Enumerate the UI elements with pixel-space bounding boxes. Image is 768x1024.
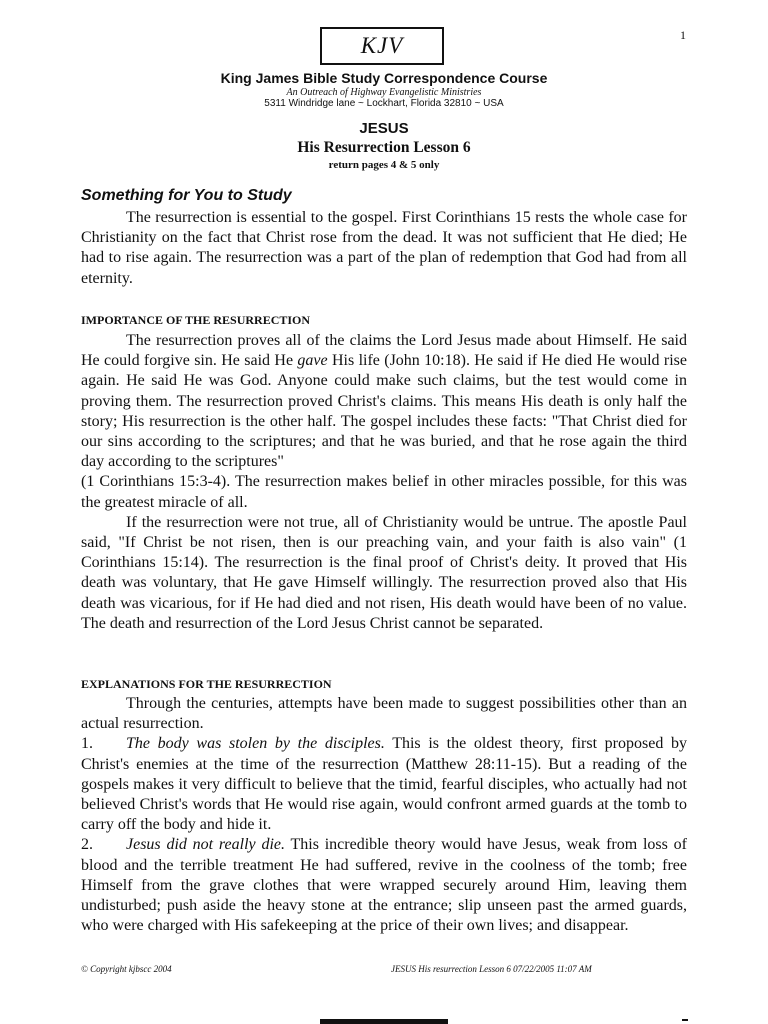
copyright-text: Copyright kjbscc 2004 — [87, 964, 172, 974]
explanation-item-1-text: This is the oldest theory, first proposed by Christ's enemies at the time of the resurrection (Matthew 28:11-15). But a reading of the gospels makes it very difficult to believe that the timid, fearful disciples, who actually had not believed Christ's words that He would rise again, would confront armed guards at the tomb to carry off the body and hide it. — [81, 735, 688, 834]
study-heading: Something for You to Study — [81, 187, 292, 204]
kjv-logo — [320, 27, 444, 65]
section-importance-body — [81, 331, 687, 634]
explanation-item-1-number: 1. — [81, 735, 93, 753]
section-explanations-body — [81, 694, 687, 936]
copyright-line — [81, 964, 172, 974]
page-bottom-divider — [320, 1019, 448, 1024]
importance-p1-part-b: His life (John 10:18). He said if He died He would rise again. He said He was God. Anyone could make such claims, but the test would come in proving them. The resurrection proved Christ's claims. This means His death is only half the story; His resurrection is the other half. The gospel includes these facts: "That Christ died for our sins according to the scriptures; and that he was buried, and that he rose again the third day according to the scriptures" — [81, 352, 688, 471]
page-number: 1 — [680, 28, 686, 42]
lesson-subject: JESUS — [359, 120, 409, 137]
importance-p1-gave: gave — [297, 352, 328, 370]
outreach-line: An Outreach of Highway Evangelistic Ministries — [286, 87, 482, 98]
section-heading-importance: IMPORTANCE OF THE RESURRECTION — [81, 313, 311, 327]
address-line: 5311 Windridge lane ~ Lockhart, Florida 32810 ~ USA — [264, 98, 504, 109]
page-corner-mark — [682, 1019, 688, 1021]
copyright-icon: © — [81, 964, 88, 974]
intro-paragraph — [81, 208, 687, 289]
intro-paragraph-text: The resurrection is essential to the gospel. First Corinthians 15 rests the whole case for Christianity on the fact that Christ rose from the dead. It was not sufficient that He died; He had to rise again. The resurrection was a part of the plan of redemption that God had from all eternity. — [81, 209, 687, 287]
explanation-item-2-text: This incredible theory would have Jesus, weak from loss of blood and the terrible treatment He had suffered, revive in the coolness of the tomb; free Himself from the grave clothes that were wrapped securely around Him, leaving them undisturbed; push aside the heavy stone at the entrance; slip unseen past the armed guards, who were charged with His safekeeping at the price of their own lives; and disappear. — [81, 836, 687, 935]
importance-p1-part-a: The resurrection proves all of the claims the Lord Jesus made about Himself. He said He could forgive sin. He said He — [81, 332, 687, 370]
explanations-intro: Through the centuries, attempts have been made to suggest possibilities other than an actual resurrection. — [81, 695, 687, 733]
explanation-item-2-theory: Jesus did not really die. — [126, 836, 285, 854]
course-title: King James Bible Study Correspondence Course — [220, 70, 548, 86]
explanation-item-1-theory: The body was stolen by the disciples. — [126, 735, 385, 753]
explanation-item-1 — [81, 734, 687, 835]
section-heading-explanations: EXPLANATIONS FOR THE RESURRECTION — [81, 677, 332, 691]
importance-paragraph-1 — [81, 331, 687, 472]
importance-paragraph-2: If the resurrection were not true, all of Christianity would be untrue. The apostle Paul said, "If Christ be not risen, then is our preaching vain, and your faith is also vain" (1 Corinthians 15:14). The resurrection is the final proof of Christ's deity. It proved that His death was voluntary, that He gave Himself willingly. The resurrection proved also that His death was vicarious, for if He had died and not risen, His death would have been of no value. The death and resurrection of the Lord Jesus Christ cannot be separated. — [81, 513, 687, 632]
return-note: return pages 4 & 5 only — [328, 159, 440, 171]
lesson-title: His Resurrection Lesson 6 — [297, 139, 471, 156]
footer-note: JESUS His resurrection Lesson 6 07/22/2005 11:07 AM — [391, 964, 592, 974]
explanation-item-2 — [81, 835, 687, 936]
explanation-item-2-number: 2. — [81, 836, 93, 854]
kjv-logo-text: KJV — [360, 33, 404, 58]
importance-paragraph-1-continued: (1 Corinthians 15:3-4). The resurrection makes belief in other miracles possible, for this was the greatest miracle of all. — [81, 473, 687, 511]
